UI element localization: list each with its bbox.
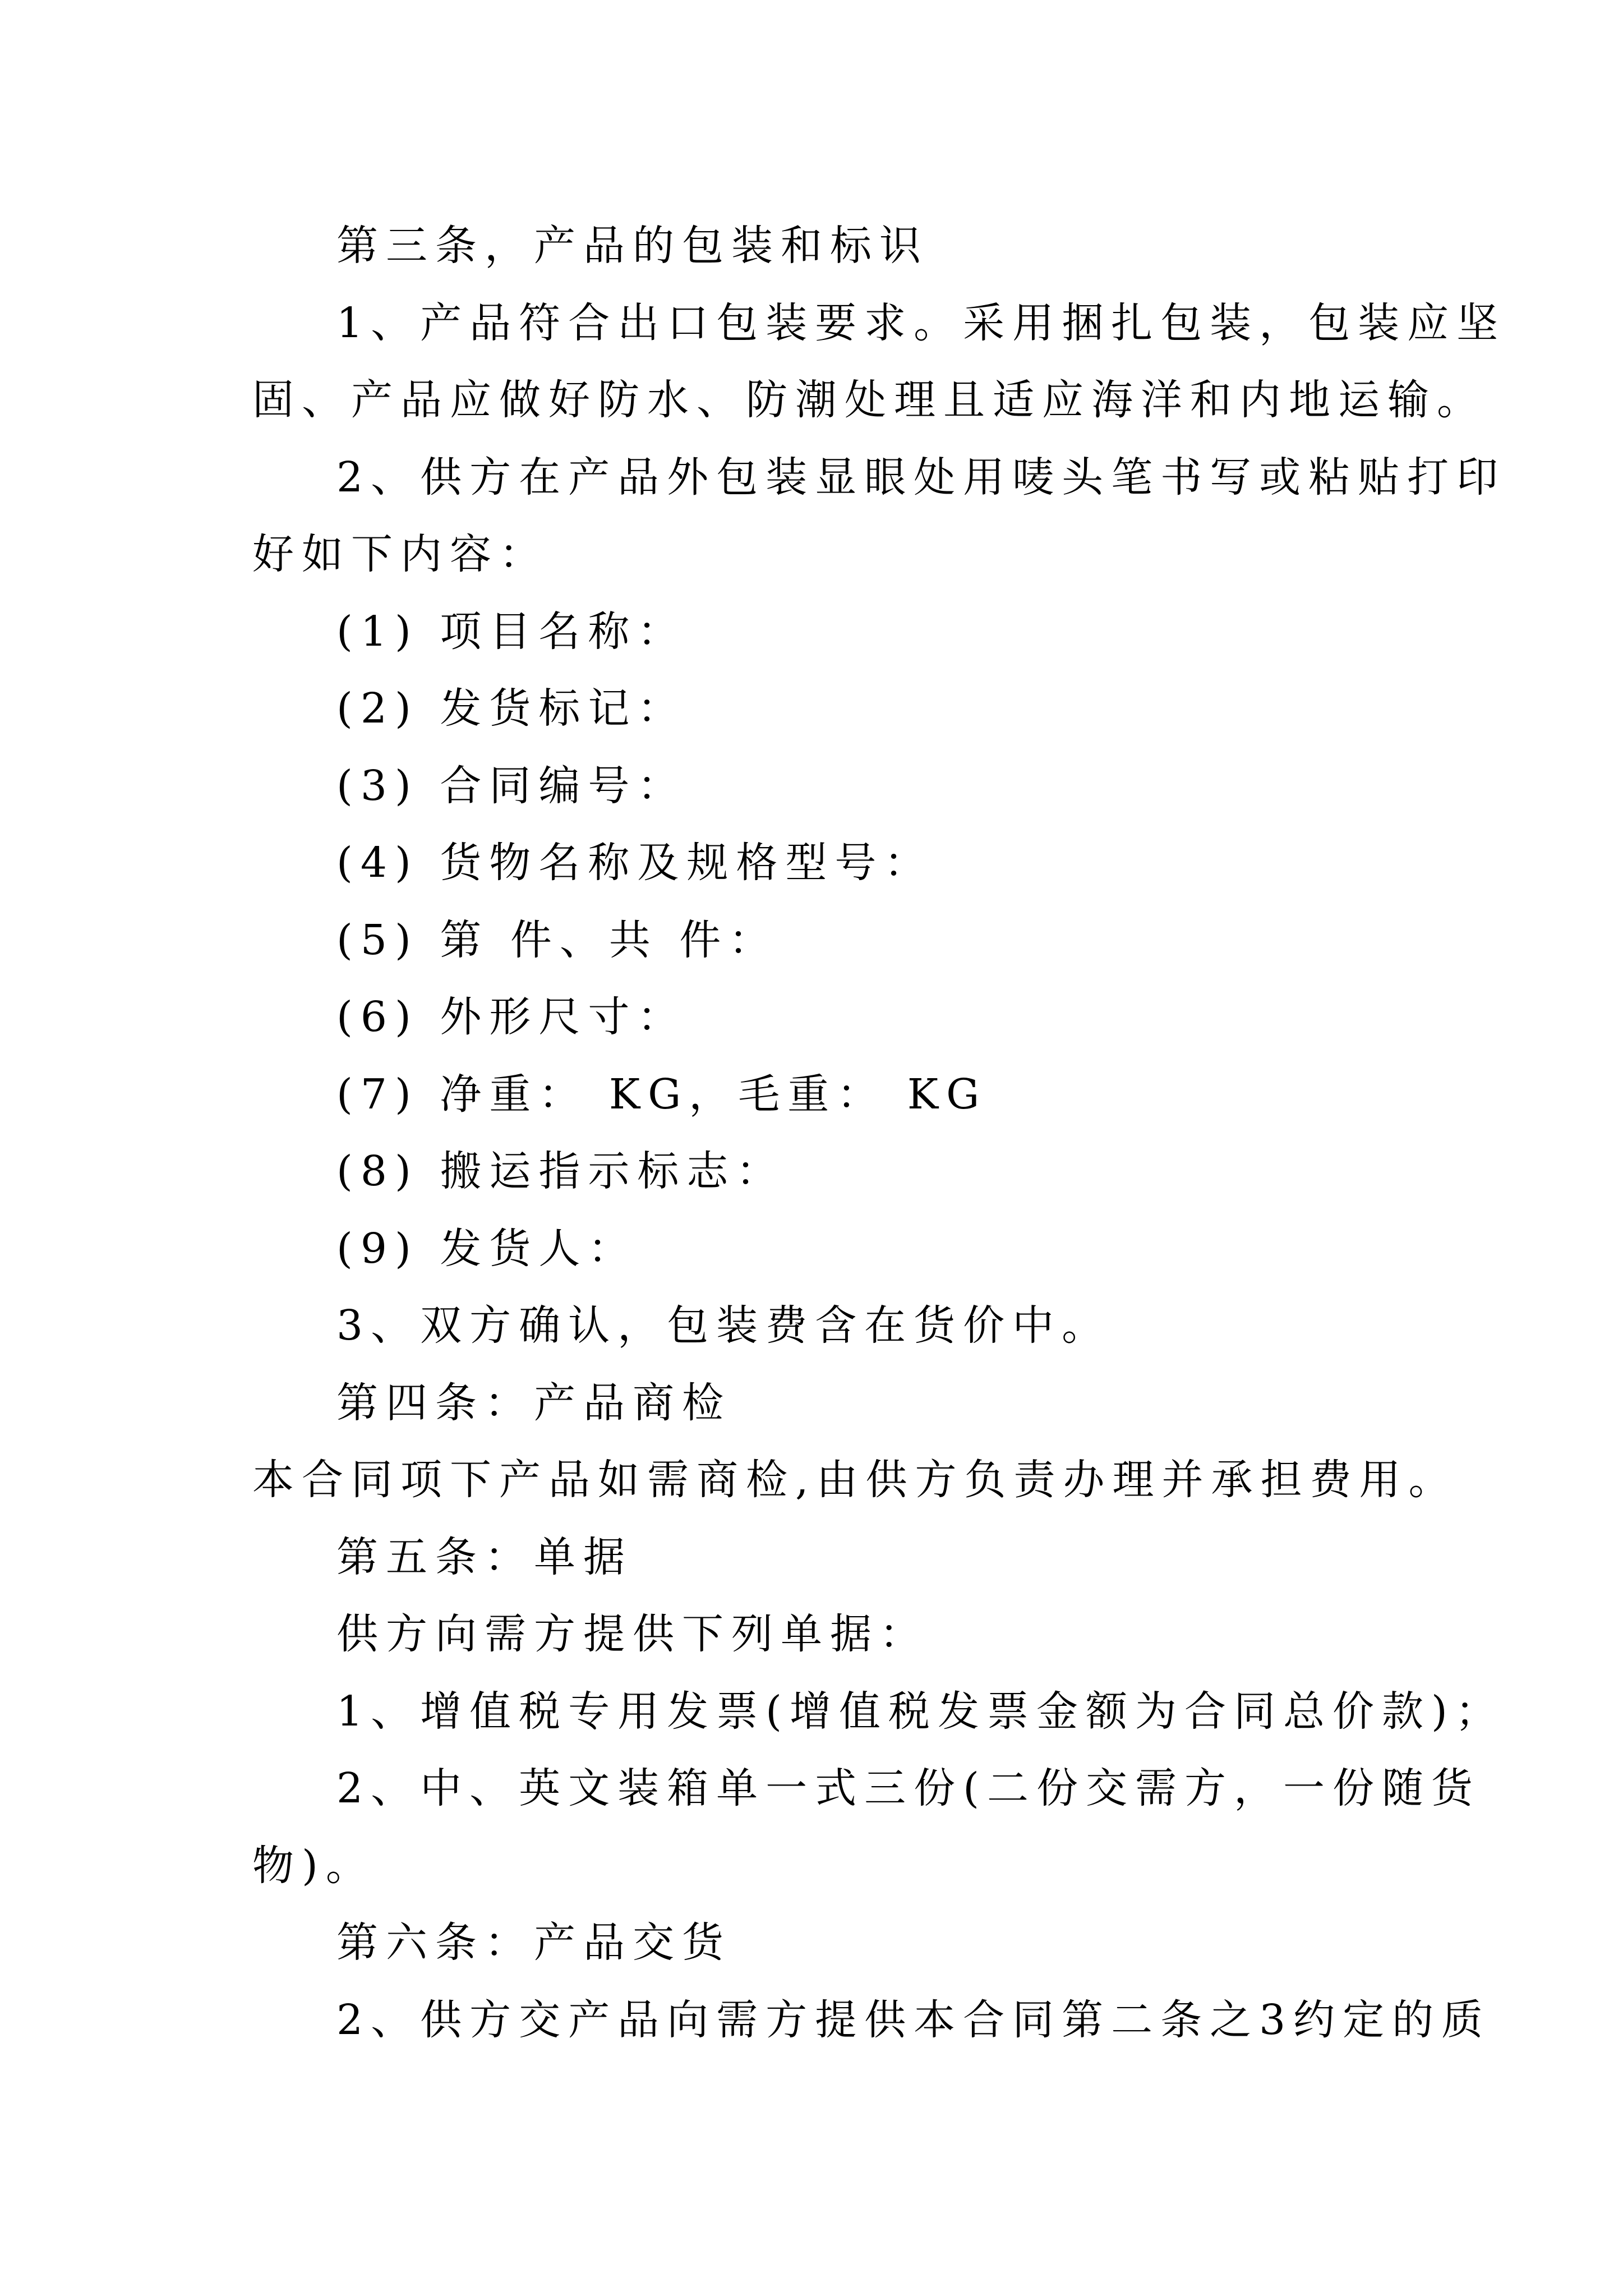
article-4-heading: 第四条：产品商检	[336, 1378, 731, 1427]
marking-item-3: (3) 合同编号：	[336, 761, 687, 810]
article-6-heading: 第六条：产品交货	[336, 1918, 731, 1967]
article-5-heading: 第五条：单据	[336, 1533, 633, 1581]
marking-item-7: (7) 净重： KG，毛重： KG	[336, 1070, 988, 1119]
packaging-clause-1-cont: 固、产品应做好防水、防潮处理且适应海洋和内地运输。	[252, 376, 1486, 424]
marking-item-8: (8) 搬运指示标志：	[336, 1147, 786, 1195]
packaging-clause-2: 2、供方在产品外包装显眼处用唛头笔书写或粘贴打印	[336, 453, 1506, 501]
packaging-clause-1: 1、产品符合出口包装要求。采用捆扎包装，包装应坚	[336, 298, 1506, 347]
documents-intro: 供方向需方提供下列单据：	[336, 1610, 929, 1658]
marking-item-5: (5) 第 件、共 件：	[336, 915, 778, 964]
article-3-heading: 第三条，产品的包装和标识	[336, 222, 929, 270]
documents-item-2: 2、中、英文装箱单一式三份(二份交需方，一份随货	[336, 1764, 1481, 1812]
inspection-clause: 本合同项下产品如需商检,由供方负责办理并承担费用。	[252, 1456, 1458, 1504]
packaging-clause-2-cont: 好如下内容：	[252, 530, 548, 578]
documents-item-2-cont: 物)。	[252, 1841, 375, 1890]
delivery-clause-2: 2、供方交产品向需方提供本合同第二条之3约定的质	[336, 1995, 1491, 2044]
marking-item-9: (9) 发货人：	[336, 1224, 638, 1273]
marking-item-2: (2) 发货标记：	[336, 684, 687, 733]
marking-item-4: (4) 货物名称及规格型号：	[336, 839, 934, 887]
contract-text	[252, 208, 1506, 2059]
packaging-clause-3: 3、双方确认，包装费含在货价中。	[336, 1301, 1112, 1350]
marking-item-1: (1) 项目名称：	[336, 607, 687, 656]
documents-item-1: 1、增值税专用发票(增值税发票金额为合同总价款)；	[336, 1687, 1505, 1736]
marking-item-6: (6) 外形尺寸：	[336, 993, 687, 1041]
